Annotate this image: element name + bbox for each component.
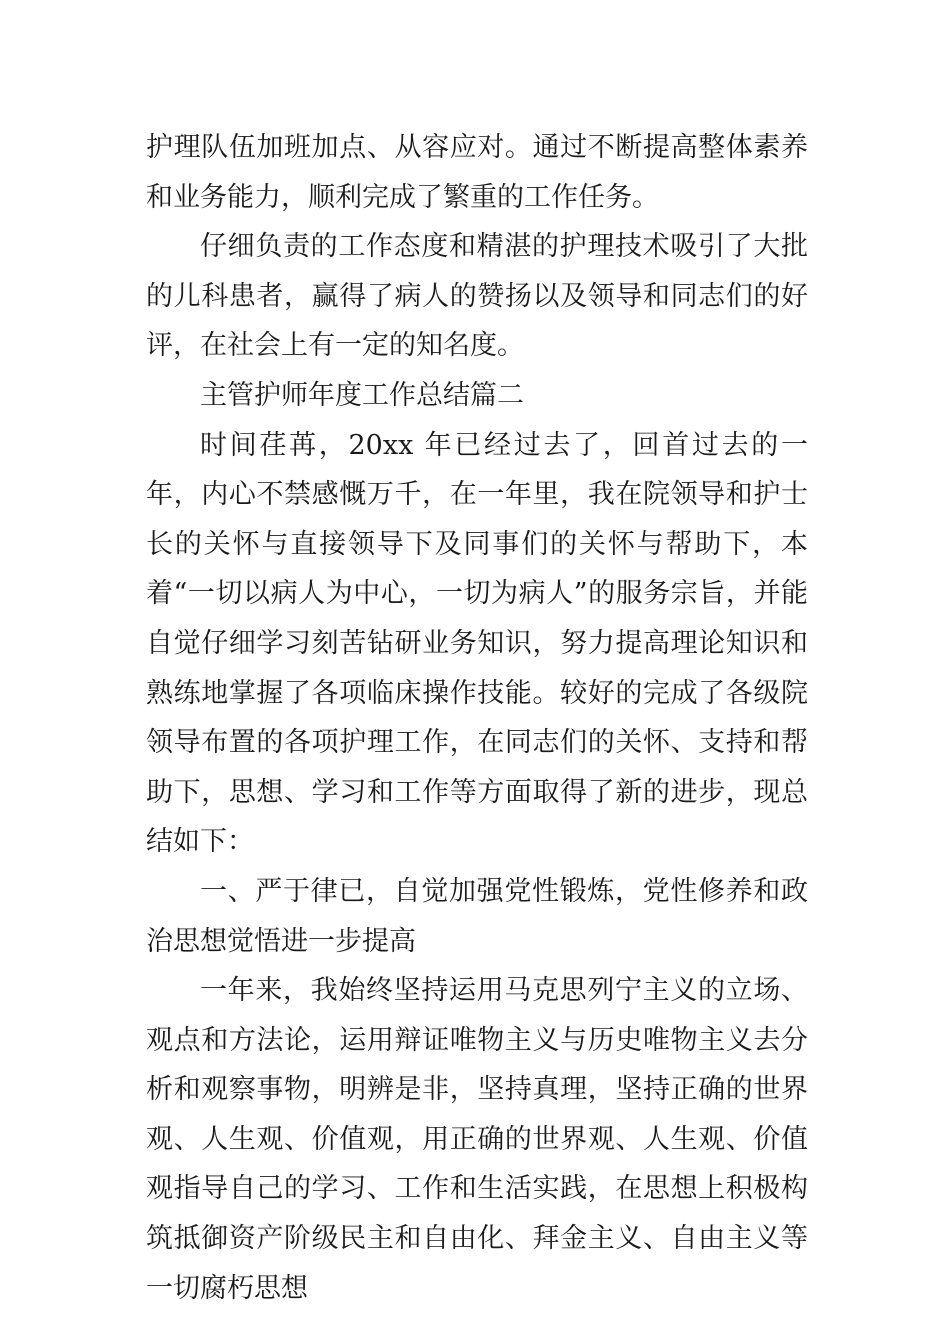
document-body [146,123,808,1313]
section-heading: 主管护师年度工作总结篇二 [200,379,524,411]
subheading-one: 一、严于律已，自觉加强党性锻炼，党性修养和政治思想觉悟进一步提高 [146,875,808,957]
paragraph-year-review: 时间荏苒，20xx 年已经过去了，回首过去的一年，内心不禁感慨万千，在一年里，我在院领导和护士长的关怀与直接领导下及同事们的关怀与帮助下，本着“一切以病人为中心，一切为病人”的服务宗旨，并能自觉仔细学习刻苦钻研业务知识，努力提高理论知识和熟练地掌握了各项临床操作技能。较好的完成了各级院领导布置的各项护理工作，在同志们的关怀、支持和帮助下，思想、学习和工作等方面取得了新的进步，现总结如下： [146,429,808,858]
paragraph-continuation: 护理队伍加班加点、从容应对。通过不断提高整体素养和业务能力，顺利完成了繁重的工作任务。 [146,132,808,213]
paragraph-nursing-reputation: 仔细负责的工作态度和精湛的护理技术吸引了大批的儿科患者，赢得了病人的赞扬以及领导和同志们的好评，在社会上有一定的知名度。 [146,231,808,362]
paragraph-ideology: 一年来，我始终坚持运用马克思列宁主义的立场、观点和方法论，运用辩证唯物主义与历史唯物主义去分析和观察事物，明辨是非，坚持真理，坚持正确的世界观、人生观、价值观，用正确的世界观、人生观、价值观指导自己的学习、工作和生活实践，在思想上积极构筑抵御资产阶级民主和自由化、拜金主义、自由主义等一切腐朽思想 [146,975,808,1304]
